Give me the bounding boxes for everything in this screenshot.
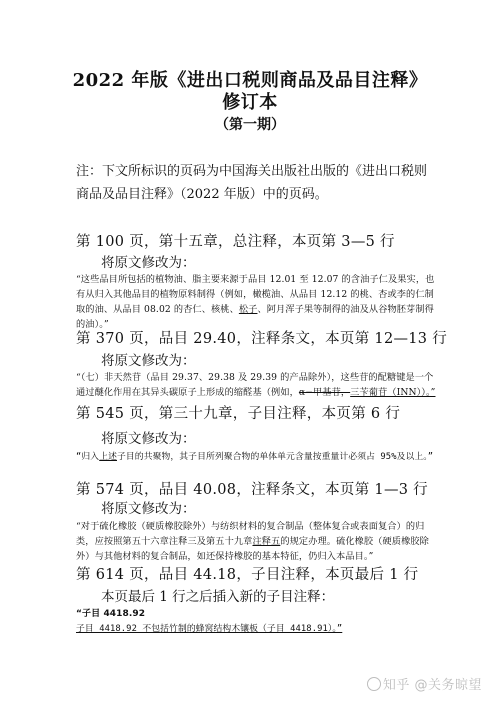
section-5-text bbox=[76, 622, 442, 637]
section-4-underlined-term: 注释五 bbox=[252, 536, 281, 547]
section-4-text-b: 的规定办理。硫化橡胶（硬质橡胶除外）与其他材料的复合制品，如还保持橡胶的基本特征，仍归入本品目。” bbox=[76, 536, 429, 562]
section-3-instruction: 将原文修改为： bbox=[101, 431, 196, 447]
section-5-subheading-text: “子目 4418.92 bbox=[76, 609, 146, 619]
zhihu-logo-icon bbox=[367, 677, 381, 691]
watermark-text: 知乎 @关务晾望 bbox=[382, 678, 482, 693]
watermark bbox=[367, 674, 482, 693]
section-3-heading: 第 545 页，第三十九章，子目注释，本页第 6 行 bbox=[76, 406, 401, 422]
section-1-text-b: 、阿月浑子果等制得的油及从谷物胚芽制得的油）。” bbox=[76, 304, 434, 330]
section-2-text-b: 三苄葡苷（INN））。” bbox=[350, 387, 436, 398]
section-1-heading: 第 100 页，第十五章，总注释，本页第 3—5 行 bbox=[76, 234, 395, 250]
page-number-note: 注：下文所标识的页码为中国海关出版社出版的《进出口税则商品及品目注释》（2022 年版）中的页码。 bbox=[76, 164, 428, 202]
section-5-heading: 第 614 页，品目 44.18，子目注释，本页最后 1 行 bbox=[76, 567, 419, 583]
section-4-text-a: “对于硫化橡胶（硬质橡胶除外）与纺织材料的复合制品（整体复合或表面复合）的归类，应按照第五十六章注释三及第五十九章 bbox=[76, 521, 425, 547]
section-2-text-a: “（七）非天然苷（品目 29.37、29.38 及 29.39 的产品除外），这些苷的配糖键是一个通过醚化作用在其异头碳原子上形成的缩醛基（例如， bbox=[76, 372, 434, 398]
section-3-underlined-term: 上述 bbox=[99, 452, 117, 462]
issue-number: （第一期） bbox=[215, 117, 285, 133]
section-3-text-a: “归入 bbox=[76, 452, 100, 462]
section-1-text-a: “这些品目所包括的植物油、脂主要来源于品目 12.01 至 12.07 的含油子仁及果实，也有从归入其他品目的植物原料制得（例如，橄榄油、从品目 12.12 的桃、杏或李的仁制取的油、从品目 08.02 的杏仁、核桃、 bbox=[76, 274, 435, 315]
section-2-heading: 第 370 页，品目 29.40，注释条文，本页第 12—13 行 bbox=[76, 331, 448, 347]
document-title: 2022 年版《进出口税则商品及品目注释》 bbox=[72, 70, 428, 91]
section-3-text bbox=[76, 450, 442, 465]
section-2-struck-term: α−甲基苷， bbox=[298, 387, 351, 398]
section-4-text bbox=[76, 519, 442, 564]
document-subtitle: 修订本 bbox=[222, 92, 278, 113]
section-2-instruction: 将原文修改为： bbox=[101, 353, 196, 369]
section-4-instruction: 将原文修改为： bbox=[101, 501, 196, 517]
section-2-text bbox=[76, 370, 442, 400]
section-4-heading: 第 574 页，品目 40.08，注释条文，本页第 1—3 行 bbox=[76, 482, 428, 498]
section-3-text-b: 子目的共聚物，其子目所列聚合物的单体单元含量按重量计必须占 95%及以上。” bbox=[117, 452, 434, 462]
section-1-underlined-term: 松子 bbox=[238, 304, 258, 315]
section-1-instruction: 将原文修改为： bbox=[101, 255, 196, 271]
section-5-instruction: 本页最后 1 行之后插入新的子目注释： bbox=[101, 589, 335, 605]
section-5-text-a: 子目 4418.92 不包括竹制的蜂窝结构木镶板（子目 4418.91）。” bbox=[76, 624, 343, 634]
section-1-text bbox=[76, 272, 442, 332]
